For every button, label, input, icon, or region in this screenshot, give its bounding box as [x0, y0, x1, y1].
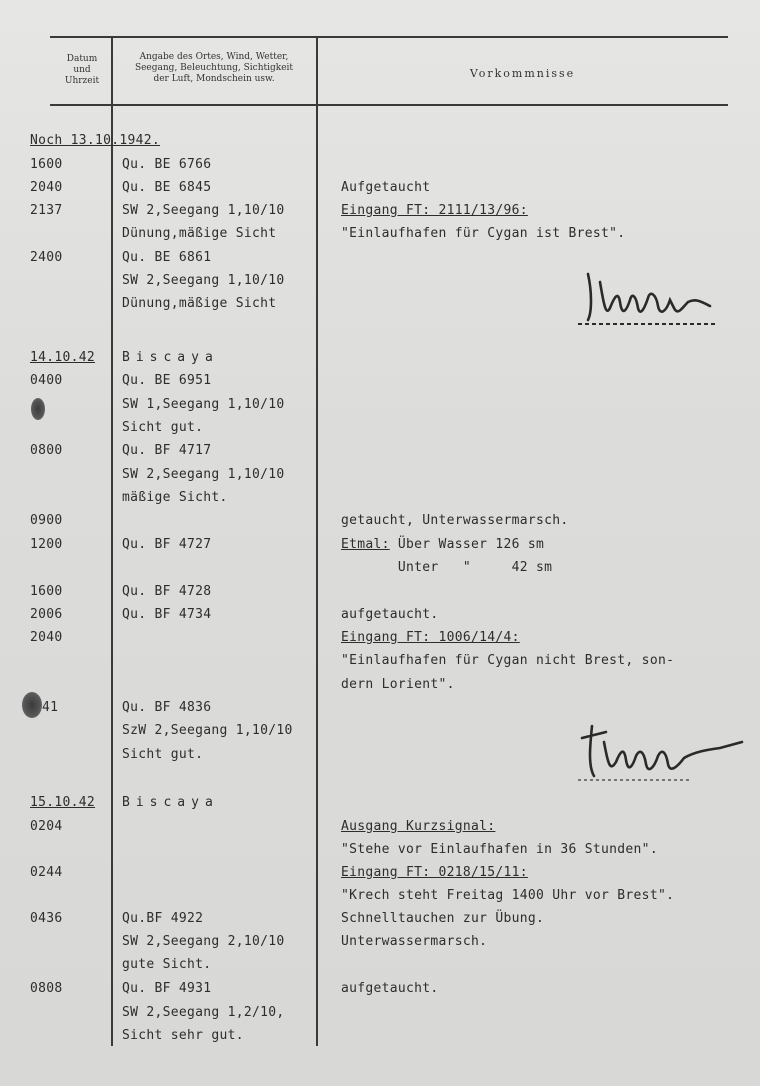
entry-location: SW 2,Seegang 1,10/10 — [122, 203, 285, 218]
entry-event: aufgetaucht. — [341, 981, 439, 996]
entry-time: 15.10.42 — [30, 795, 96, 810]
header-bottom-rule — [50, 104, 728, 106]
entry-time: Noch 13.10.1942. — [30, 133, 161, 148]
entry-event: "Krech steht Freitag 1400 Uhr vor Brest". — [341, 888, 675, 903]
entry-location: Sicht sehr gut. — [122, 1028, 244, 1043]
entry-location: SW 2,Seegang 1,10/10 — [122, 273, 285, 288]
header-col-datetime — [56, 54, 108, 87]
entry-location: Qu. BE 6766 — [122, 157, 212, 172]
header-top-rule — [50, 36, 728, 38]
entry-location: SzW 2,Seegang 1,10/10 — [122, 723, 293, 738]
entry-time: 14.10.42 — [30, 350, 96, 365]
entry-event: Schnelltauchen zur Übung. — [341, 911, 545, 926]
entry-location: SW 2,Seegang 1,10/10 — [122, 467, 285, 482]
entry-event: "Einlaufhafen für Cygan nicht Brest, son- — [341, 653, 675, 668]
entry-time: 0900 — [30, 513, 63, 528]
entry-time: 41 — [42, 700, 59, 715]
entry-event: Unter " 42 sm — [341, 560, 553, 575]
entry-time: 2137 — [30, 203, 63, 218]
entry-time: 2006 — [30, 607, 63, 622]
entry-location: Qu. BF 4717 — [122, 443, 212, 458]
column-divider-1 — [111, 36, 113, 1046]
entry-time: 1600 — [30, 584, 63, 599]
entry-event: Eingang FT: 0218/15/11: — [341, 865, 528, 880]
entry-location: Qu. BF 4734 — [122, 607, 212, 622]
entry-time: 0436 — [30, 911, 63, 926]
entry-time: 0244 — [30, 865, 63, 880]
entry-time: 2040 — [30, 630, 63, 645]
entry-location: Qu. BE 6861 — [122, 250, 212, 265]
header-location-line: Angabe des Ortes, Wind, Wetter, — [139, 52, 289, 62]
ink-blot — [22, 692, 42, 718]
entry-location: mäßige Sicht. — [122, 490, 228, 505]
header-datetime-line: Uhrzeit — [64, 76, 100, 86]
entry-event: Etmal: Über Wasser 126 sm — [341, 537, 545, 552]
entry-time: 0204 — [30, 819, 63, 834]
entry-location: Dünung,mäßige Sicht — [122, 296, 277, 311]
entry-location: Biscaya — [122, 350, 219, 365]
entry-event: Unterwassermarsch. — [341, 934, 488, 949]
entry-event: dern Lorient". — [341, 677, 455, 692]
entry-event: aufgetaucht. — [341, 607, 439, 622]
entry-time: 2400 — [30, 250, 63, 265]
entry-location: Dünung,mäßige Sicht — [122, 226, 277, 241]
etmal-label: Etmal: — [341, 537, 390, 552]
entry-time: 0400 — [30, 373, 63, 388]
header-col-location — [115, 52, 313, 85]
header-location-line: Seegang, Beleuchtung, Sichtigkeit — [134, 63, 294, 73]
entry-event: Eingang FT: 2111/13/96: — [341, 203, 528, 218]
column-divider-2 — [316, 36, 318, 1046]
signature-2 — [570, 718, 750, 788]
header-datetime-line: Datum — [66, 54, 98, 64]
entry-event: Aufgetaucht — [341, 180, 431, 195]
entry-time: 0800 — [30, 443, 63, 458]
entry-location: SW 2,Seegang 2,10/10 — [122, 934, 285, 949]
entry-location: Qu.BF 4922 — [122, 911, 204, 926]
entry-location: Biscaya — [122, 795, 219, 810]
entry-location: SW 2,Seegang 1,2/10, — [122, 1005, 285, 1020]
entry-event: Ausgang Kurzsignal: — [341, 819, 496, 834]
header-location-line: der Luft, Mondschein usw. — [153, 74, 275, 84]
entry-location: gute Sicht. — [122, 957, 212, 972]
header-datetime-line: und — [73, 65, 91, 75]
entry-event: "Stehe vor Einlaufhafen in 36 Stunden". — [341, 842, 658, 857]
entry-event: getaucht, Unterwassermarsch. — [341, 513, 569, 528]
entry-time: 2040 — [30, 180, 63, 195]
entry-location: Qu. BE 6845 — [122, 180, 212, 195]
entry-location: Qu. BF 4727 — [122, 537, 212, 552]
entry-location: Sicht gut. — [122, 420, 204, 435]
entry-location: Qu. BF 4836 — [122, 700, 212, 715]
entry-event: "Einlaufhafen für Cygan ist Brest". — [341, 226, 626, 241]
signature-1 — [570, 262, 730, 332]
entry-event: Eingang FT: 1006/14/4: — [341, 630, 520, 645]
entry-time: 0808 — [30, 981, 63, 996]
entry-location: Qu. BF 4931 — [122, 981, 212, 996]
entry-location: Sicht gut. — [122, 747, 204, 762]
ink-blot — [31, 398, 45, 420]
entry-location: SW 1,Seegang 1,10/10 — [122, 397, 285, 412]
entry-time: 1200 — [30, 537, 63, 552]
header-col-events: Vorkommnisse — [469, 67, 576, 80]
entry-location: Qu. BE 6951 — [122, 373, 212, 388]
entry-location: Qu. BF 4728 — [122, 584, 212, 599]
entry-time: 1600 — [30, 157, 63, 172]
